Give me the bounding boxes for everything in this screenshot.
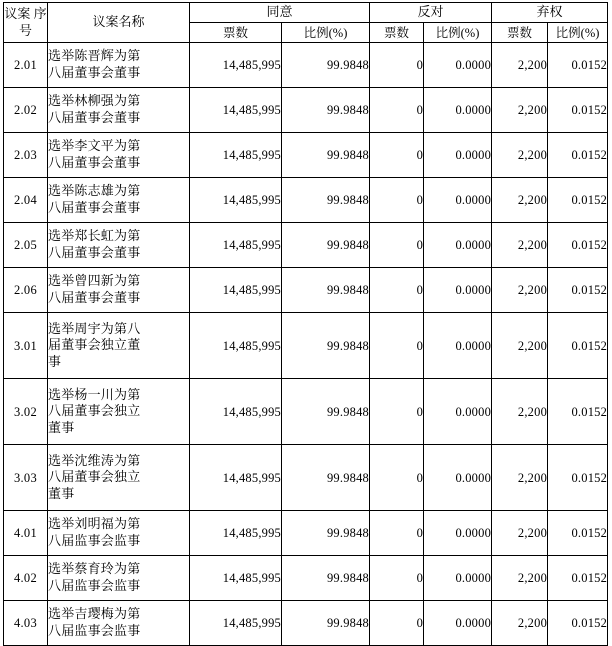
table-row bbox=[4, 178, 608, 223]
proposal-name-line: 八届董事会独立 bbox=[48, 469, 141, 485]
cell-abstain-votes: 2,200 bbox=[492, 268, 548, 313]
cell-against-ratio: 0.0000 bbox=[424, 313, 492, 379]
proposal-name-line: 八届董事会董事 bbox=[48, 155, 141, 170]
cell-against-votes: 0 bbox=[370, 601, 424, 646]
table-body bbox=[4, 43, 608, 646]
table-row bbox=[4, 445, 608, 511]
cell-agree-votes: 14,485,995 bbox=[190, 133, 282, 178]
cell-abstain-ratio: 0.0152 bbox=[548, 133, 608, 178]
cell-proposal-name bbox=[48, 133, 190, 178]
cell-abstain-votes: 2,200 bbox=[492, 223, 548, 268]
header-agree-ratio: 比例(%) bbox=[282, 23, 370, 43]
cell-against-votes: 0 bbox=[370, 268, 424, 313]
cell-abstain-ratio: 0.0152 bbox=[548, 268, 608, 313]
proposal-name-line: 选举曾四新为第 bbox=[48, 273, 141, 289]
cell-proposal-seq: 3.03 bbox=[4, 445, 48, 511]
cell-against-votes: 0 bbox=[370, 43, 424, 88]
table-header bbox=[4, 3, 608, 43]
cell-against-votes: 0 bbox=[370, 511, 424, 556]
cell-proposal-name bbox=[48, 268, 190, 313]
proposal-name-line: 届董事会独立董 bbox=[48, 337, 141, 353]
cell-agree-votes: 14,485,995 bbox=[190, 88, 282, 133]
header-proposal-name: 议案名称 bbox=[48, 3, 190, 43]
cell-proposal-name bbox=[48, 601, 190, 646]
proposal-name-line: 选举杨一川为第 bbox=[48, 386, 141, 402]
cell-proposal-name bbox=[48, 43, 190, 88]
cell-against-ratio: 0.0000 bbox=[424, 268, 492, 313]
cell-abstain-ratio: 0.0152 bbox=[548, 445, 608, 511]
cell-abstain-votes: 2,200 bbox=[492, 445, 548, 511]
voting-results-table bbox=[3, 2, 608, 646]
cell-abstain-ratio: 0.0152 bbox=[548, 379, 608, 445]
cell-agree-votes: 14,485,995 bbox=[190, 511, 282, 556]
proposal-name-line: 选举林柳强为第 bbox=[48, 93, 141, 109]
cell-against-votes: 0 bbox=[370, 133, 424, 178]
cell-proposal-name bbox=[48, 313, 190, 379]
header-against: 反对 bbox=[370, 3, 492, 23]
cell-abstain-votes: 2,200 bbox=[492, 379, 548, 445]
cell-against-ratio: 0.0000 bbox=[424, 601, 492, 646]
cell-abstain-votes: 2,200 bbox=[492, 88, 548, 133]
cell-against-ratio: 0.0000 bbox=[424, 43, 492, 88]
cell-proposal-seq: 2.05 bbox=[4, 223, 48, 268]
table-row bbox=[4, 556, 608, 601]
cell-abstain-votes: 2,200 bbox=[492, 556, 548, 601]
cell-against-votes: 0 bbox=[370, 556, 424, 601]
header-abstain: 弃权 bbox=[492, 3, 608, 23]
cell-proposal-seq: 2.01 bbox=[4, 43, 48, 88]
header-proposal-seq bbox=[4, 3, 48, 43]
proposal-name-line: 选举郑长虹为第 bbox=[48, 228, 141, 244]
cell-agree-votes: 14,485,995 bbox=[190, 445, 282, 511]
cell-proposal-seq: 3.02 bbox=[4, 379, 48, 445]
cell-against-ratio: 0.0000 bbox=[424, 178, 492, 223]
cell-abstain-votes: 2,200 bbox=[492, 313, 548, 379]
header-row-top bbox=[4, 3, 608, 23]
proposal-name-line: 选举陈晋辉为第 bbox=[48, 48, 141, 64]
proposal-name-line: 八届董事会董事 bbox=[48, 110, 141, 125]
cell-against-votes: 0 bbox=[370, 88, 424, 133]
table-row bbox=[4, 133, 608, 178]
header-proposal-seq-line2: 序号 bbox=[18, 5, 47, 38]
cell-abstain-ratio: 0.0152 bbox=[548, 223, 608, 268]
header-abstain-votes: 票数 bbox=[492, 23, 548, 43]
cell-agree-ratio: 99.9848 bbox=[282, 556, 370, 601]
header-against-ratio: 比例(%) bbox=[424, 23, 492, 43]
proposal-name-line: 八届董事会董事 bbox=[48, 245, 141, 260]
table-row bbox=[4, 43, 608, 88]
cell-abstain-votes: 2,200 bbox=[492, 511, 548, 556]
table-row bbox=[4, 88, 608, 133]
cell-against-ratio: 0.0000 bbox=[424, 445, 492, 511]
cell-proposal-seq: 4.03 bbox=[4, 601, 48, 646]
cell-against-votes: 0 bbox=[370, 223, 424, 268]
cell-proposal-name bbox=[48, 556, 190, 601]
cell-agree-votes: 14,485,995 bbox=[190, 268, 282, 313]
cell-proposal-seq: 4.02 bbox=[4, 556, 48, 601]
header-abstain-ratio: 比例(%) bbox=[548, 23, 608, 43]
cell-abstain-ratio: 0.0152 bbox=[548, 178, 608, 223]
proposal-name-line: 董事 bbox=[48, 419, 75, 435]
cell-abstain-ratio: 0.0152 bbox=[548, 88, 608, 133]
cell-agree-votes: 14,485,995 bbox=[190, 601, 282, 646]
cell-agree-ratio: 99.9848 bbox=[282, 268, 370, 313]
cell-against-ratio: 0.0000 bbox=[424, 88, 492, 133]
cell-proposal-seq: 3.01 bbox=[4, 313, 48, 379]
cell-agree-votes: 14,485,995 bbox=[190, 556, 282, 601]
proposal-name-line: 八届监事会监事 bbox=[48, 623, 141, 638]
cell-agree-ratio: 99.9848 bbox=[282, 88, 370, 133]
proposal-name-line: 选举蔡育玲为第 bbox=[48, 561, 141, 577]
table-row bbox=[4, 379, 608, 445]
cell-proposal-seq: 2.04 bbox=[4, 178, 48, 223]
cell-proposal-name bbox=[48, 223, 190, 268]
proposal-name-line: 八届董事会独立 bbox=[48, 403, 141, 419]
proposal-name-line: 八届监事会监事 bbox=[48, 578, 141, 593]
proposal-name-line: 选举吉璎梅为第 bbox=[48, 606, 141, 622]
cell-agree-votes: 14,485,995 bbox=[190, 313, 282, 379]
proposal-name-line: 董事 bbox=[48, 485, 75, 501]
cell-agree-ratio: 99.9848 bbox=[282, 379, 370, 445]
cell-abstain-ratio: 0.0152 bbox=[548, 556, 608, 601]
table-row bbox=[4, 223, 608, 268]
cell-agree-ratio: 99.9848 bbox=[282, 43, 370, 88]
proposal-name-line: 选举周宇为第八 bbox=[48, 320, 141, 336]
proposal-name-line: 选举陈志雄为第 bbox=[48, 183, 141, 199]
proposal-name-line: 选举李文平为第 bbox=[48, 138, 141, 154]
cell-against-votes: 0 bbox=[370, 313, 424, 379]
header-agree-votes: 票数 bbox=[190, 23, 282, 43]
cell-proposal-seq: 2.02 bbox=[4, 88, 48, 133]
cell-proposal-name bbox=[48, 88, 190, 133]
table-row bbox=[4, 268, 608, 313]
cell-abstain-ratio: 0.0152 bbox=[548, 511, 608, 556]
cell-agree-votes: 14,485,995 bbox=[190, 379, 282, 445]
cell-against-votes: 0 bbox=[370, 445, 424, 511]
proposal-name-line: 事 bbox=[48, 353, 62, 369]
cell-agree-ratio: 99.9848 bbox=[282, 445, 370, 511]
cell-abstain-votes: 2,200 bbox=[492, 133, 548, 178]
cell-proposal-name bbox=[48, 178, 190, 223]
cell-proposal-seq: 2.03 bbox=[4, 133, 48, 178]
table-row bbox=[4, 601, 608, 646]
cell-abstain-votes: 2,200 bbox=[492, 601, 548, 646]
header-agree: 同意 bbox=[190, 3, 370, 23]
cell-agree-votes: 14,485,995 bbox=[190, 43, 282, 88]
cell-agree-votes: 14,485,995 bbox=[190, 223, 282, 268]
cell-agree-ratio: 99.9848 bbox=[282, 601, 370, 646]
cell-abstain-votes: 2,200 bbox=[492, 178, 548, 223]
cell-against-ratio: 0.0000 bbox=[424, 379, 492, 445]
header-proposal-seq-line1: 议案 bbox=[4, 5, 31, 21]
table-row bbox=[4, 511, 608, 556]
proposal-name-line: 八届监事会监事 bbox=[48, 533, 141, 548]
proposal-name-line: 八届董事会董事 bbox=[48, 290, 141, 305]
document-page bbox=[0, 2, 612, 638]
cell-against-ratio: 0.0000 bbox=[424, 511, 492, 556]
proposal-name-line: 八届董事会董事 bbox=[48, 200, 141, 215]
cell-abstain-ratio: 0.0152 bbox=[548, 43, 608, 88]
cell-agree-ratio: 99.9848 bbox=[282, 133, 370, 178]
cell-against-ratio: 0.0000 bbox=[424, 133, 492, 178]
proposal-name-line: 选举刘明福为第 bbox=[48, 516, 141, 532]
table-row bbox=[4, 313, 608, 379]
cell-against-ratio: 0.0000 bbox=[424, 223, 492, 268]
proposal-name-line: 选举沈维涛为第 bbox=[48, 452, 141, 468]
cell-agree-votes: 14,485,995 bbox=[190, 178, 282, 223]
header-against-votes: 票数 bbox=[370, 23, 424, 43]
cell-against-votes: 0 bbox=[370, 379, 424, 445]
cell-agree-ratio: 99.9848 bbox=[282, 511, 370, 556]
cell-proposal-name bbox=[48, 445, 190, 511]
cell-against-ratio: 0.0000 bbox=[424, 556, 492, 601]
proposal-name-line: 八届董事会董事 bbox=[48, 65, 141, 80]
cell-agree-ratio: 99.9848 bbox=[282, 178, 370, 223]
cell-against-votes: 0 bbox=[370, 178, 424, 223]
cell-proposal-seq: 2.06 bbox=[4, 268, 48, 313]
cell-abstain-ratio: 0.0152 bbox=[548, 601, 608, 646]
cell-agree-ratio: 99.9848 bbox=[282, 223, 370, 268]
cell-abstain-ratio: 0.0152 bbox=[548, 313, 608, 379]
cell-proposal-name bbox=[48, 379, 190, 445]
cell-proposal-name bbox=[48, 511, 190, 556]
cell-abstain-votes: 2,200 bbox=[492, 43, 548, 88]
cell-agree-ratio: 99.9848 bbox=[282, 313, 370, 379]
cell-proposal-seq: 4.01 bbox=[4, 511, 48, 556]
